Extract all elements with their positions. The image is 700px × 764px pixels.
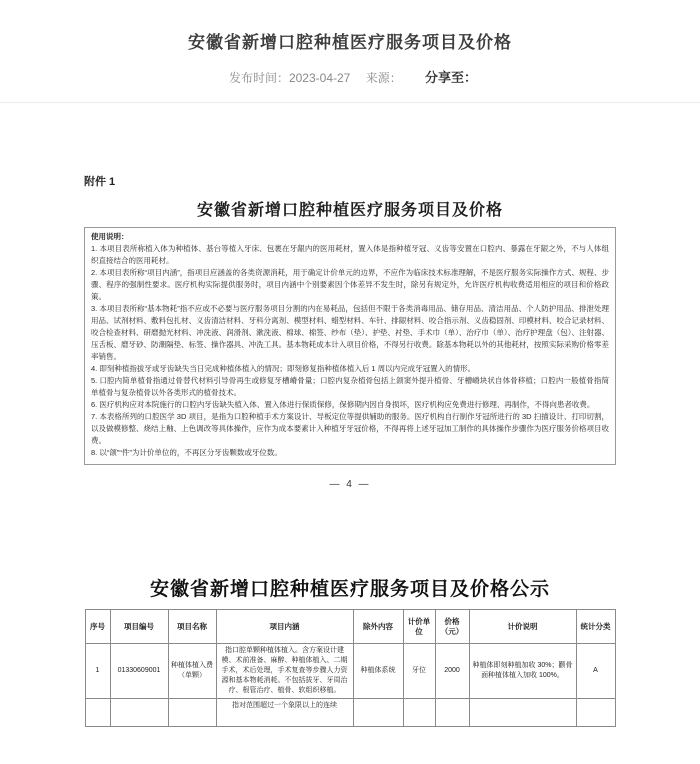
instruction-item: 3. 本项目表所称“基本物耗”指不应或不必要与医疗服务项目分割的内在易耗品，包括但不限于各类消毒用品、储存用品、清洁用品、个人防护用品、排泄处理用品、试剂材料、敷料包扎材、义齿清洁材料、牙科分离剂、模型材料、蜡型材料、车针、排龈材料、咬合指示剂、义齿稳固剂、印模材料、咬合记录材料、咬合检查材料、研磨抛光材料、冲洗液、润滑剂、漱洗液、棉球、棉签、纱布（垫）、护垫、衬垫、手术巾（单）、治疗巾（单）、治疗护理盘（包）、注射器、压舌板、磨牙砂、防潮隔垫、标签、操作器具、冲洗工具。基本物耗成本计入项目价格，不得另行收费。除基本物耗以外的其他耗材，按照实际采购价格零差率销售。 bbox=[91, 304, 609, 361]
cell-code: 01330609001 bbox=[110, 644, 168, 699]
cell-price bbox=[435, 699, 469, 727]
cell-code bbox=[110, 699, 168, 727]
cell-price: 2000 bbox=[435, 644, 469, 699]
instruction-item: 4. 即刻种植指拔牙或牙齿缺失当日完成种植体植入的情况；即刻修复指种植体植入后 1 周以内完成牙冠置入的情形。 bbox=[91, 364, 476, 373]
instruction-item: 8. 以“颌”“件”为计价单位的，不再区分牙齿颗数或牙位数。 bbox=[91, 448, 282, 457]
page-title: 安徽省新增口腔种植医疗服务项目及价格 bbox=[188, 33, 512, 52]
table-row bbox=[85, 644, 615, 699]
header-divider bbox=[0, 102, 700, 103]
cell-content: 指口腔单颗种植体植入。含方案设计建模、术前准备、麻醉、种植体植入、二期手术，术后处理，手术复查等步骤人力资源和基本物耗消耗。不包括拔牙、牙周治疗、根管治疗、植骨、软组织移植。 bbox=[216, 644, 353, 699]
instruction-item: 2. 本项目表所称“项目内涵”，指项目应涵盖的各类资源消耗，用于确定计价单元的边界，不应作为临床技术标准理解，不是医疗服务实际操作方式、规程、步骤、程序的强制性要求。医疗机构实际提供服务时，项目内涵中个别要素因个体差异不发生时，除另有规定外，允许医疗机构收费适用相应的项目和价格政策。 bbox=[91, 268, 609, 301]
instructions-title: 使用说明： bbox=[91, 232, 129, 241]
col-header-pricing-note: 计价说明 bbox=[469, 610, 576, 644]
attachment-label: 附件 1 bbox=[84, 176, 116, 188]
usage-instructions-box bbox=[84, 227, 616, 465]
col-header-exclusion: 除外内容 bbox=[353, 610, 403, 644]
col-header-content: 项目内涵 bbox=[216, 610, 353, 644]
cell-unit: 牙位 bbox=[403, 644, 435, 699]
cell-seq: 1 bbox=[85, 644, 110, 699]
table-header-row bbox=[85, 610, 615, 644]
col-header-code: 项目编号 bbox=[110, 610, 168, 644]
notice-title: 安徽省新增口腔种植医疗服务项目及价格公示 bbox=[149, 579, 550, 600]
col-header-seq: 序号 bbox=[85, 610, 110, 644]
cell-exclusion bbox=[353, 699, 403, 727]
cell-exclusion: 种植体系统 bbox=[353, 644, 403, 699]
col-header-unit: 计价单位 bbox=[403, 610, 435, 644]
table-row bbox=[85, 699, 615, 727]
cell-seq bbox=[85, 699, 110, 727]
col-header-category: 统计分类 bbox=[576, 610, 615, 644]
instruction-item: 6. 医疗机构应对本院施行的口腔内牙齿缺失植入体、置入体进行保质保修，保修期内因自身损坏，医疗机构应免费进行修理、再制作，不得向患者收费。 bbox=[91, 400, 595, 409]
share-label[interactable]: 分享至： bbox=[425, 70, 478, 85]
source-label: 来源： bbox=[365, 71, 402, 85]
publish-date: 2023-04-27 bbox=[288, 71, 351, 85]
cell-category bbox=[576, 699, 615, 727]
price-table bbox=[85, 609, 616, 727]
doc-page-number: — 4 — bbox=[329, 479, 371, 490]
cell-unit bbox=[403, 699, 435, 727]
cell-pricing-note: 种植体即刻种植加收 30%；颧骨面种植体植入加收 100%。 bbox=[469, 644, 576, 699]
cell-name: 种植体植入费（单颗） bbox=[168, 644, 216, 699]
col-header-name: 项目名称 bbox=[168, 610, 216, 644]
cell-content: 指对范围超过一个象限以上的连续 bbox=[216, 699, 353, 727]
instruction-item: 7. 本表格所列的口腔医学 3D 项目，是指为口腔种植手术方案设计、导板定位等提供辅助的服务。医疗机构自行制作牙冠所进行的 3D 扫描设计、打印切割，以及做模修整、烧结上釉、上色调改等具体操作，应作为成本要素计入种植牙牙冠价格，不得再将上述牙冠加工制作的具体操作步骤作为医疗服务价格项目收费。 bbox=[91, 412, 609, 445]
instruction-item: 5. 口腔内简单植骨指通过骨替代材料引导骨再生或修复牙槽嵴骨量；口腔内复杂植骨包括上颌窦外提升植骨、牙槽嵴块状自体骨移植；口腔内一般植骨指简单植骨与复杂植骨以外各类形式的植骨技术。 bbox=[91, 376, 609, 397]
article-header bbox=[0, 0, 700, 103]
cell-pricing-note bbox=[469, 699, 576, 727]
cell-name bbox=[168, 699, 216, 727]
cell-category: A bbox=[576, 644, 615, 699]
scanned-document bbox=[84, 173, 616, 490]
publish-time-label: 发布时间：2023-04-27 bbox=[228, 71, 351, 85]
instruction-item: 1. 本项目表所称植入体为种植体、基台等植入牙床、包裹在牙龈内的医用耗材，置入体是指种植牙冠、义齿等安置在口腔内、暴露在牙龈之外，不与人体组织直接结合的医用耗材。 bbox=[91, 244, 609, 265]
document-title: 安徽省新增口腔种植医疗服务项目及价格 bbox=[196, 202, 503, 219]
col-header-price: 价格（元） bbox=[435, 610, 469, 644]
price-notice-section bbox=[0, 574, 700, 727]
article-meta bbox=[0, 67, 700, 86]
